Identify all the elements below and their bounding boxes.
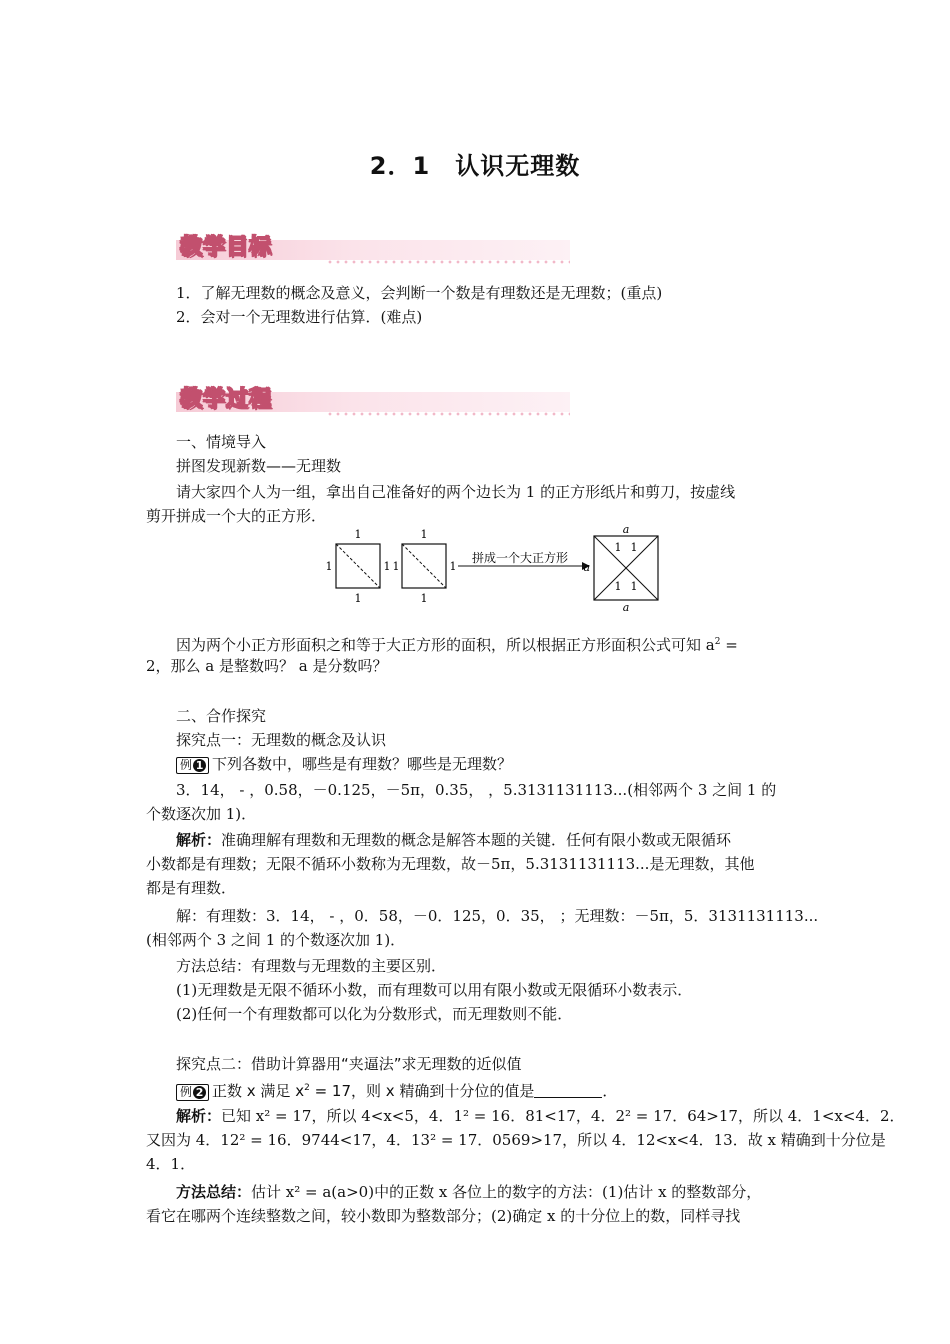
page-title: 2．1 认识无理数 bbox=[369, 152, 581, 180]
label-one: 1 bbox=[325, 560, 333, 573]
analysis-label: 解析： bbox=[176, 831, 222, 849]
analysis-2-line-2: 又因为 4．12² = 16．9744<17，4．13² = 17．0569>17，所以 4．12<x<4．13．故 x 精确到十分位是 bbox=[146, 1131, 886, 1149]
paragraph-2-cont: 2，那么 a 是整数吗？ a 是分数吗？ bbox=[146, 657, 388, 675]
banner-label: 教学过程 bbox=[180, 387, 273, 412]
label-one: 1 bbox=[630, 541, 638, 554]
example-2-question bbox=[146, 1076, 840, 1103]
example-2-text-a: 正数 x 满足 x bbox=[212, 1082, 305, 1100]
exploration-point-2: 探究点二：借助计算器用“夹逼法”求无理数的近似值 bbox=[176, 1055, 522, 1073]
example-badge-label: 例 bbox=[180, 758, 193, 772]
label-one: 1 bbox=[383, 560, 391, 573]
example-1-numbers: 3．14， - ，0.58，－0.125，－5π，0.35， ，5.3131131113...(相邻两个 3 之间 1 的 bbox=[176, 781, 777, 799]
example-badge-number: 2 bbox=[193, 1086, 206, 1099]
example-badge bbox=[176, 757, 209, 774]
analysis-2-line-3: 4．1． bbox=[146, 1155, 196, 1173]
label-one: 1 bbox=[420, 528, 428, 541]
label-one: 1 bbox=[354, 592, 362, 605]
dashed-diagonal-2 bbox=[402, 544, 446, 588]
example-1-question bbox=[146, 752, 840, 776]
superscript-2: 2 bbox=[304, 1083, 310, 1093]
section-banner-process bbox=[176, 380, 570, 422]
label-a: a bbox=[583, 561, 590, 574]
section-heading-1: 一、情境导入 bbox=[176, 433, 267, 451]
paragraph-2-text: 因为两个小正方形面积之和等于大正方形的面积，所以根据正方形面积公式可知 a bbox=[176, 636, 715, 654]
method-summary-1-item-1: (1)无理数是无限不循环小数，而有理数可以用有限小数或无限循环小数表示． bbox=[176, 981, 693, 999]
subheading-puzzle: 拼图发现新数——无理数 bbox=[176, 457, 342, 475]
analysis-1-text: 准确理解有理数和无理数的概念是解答本题的关键．任何有限小数或无限循环 bbox=[221, 831, 732, 849]
example-1-text: 下列各数中，哪些是有理数？哪些是无理数？ bbox=[212, 755, 513, 773]
answer-label: 解： bbox=[176, 907, 207, 925]
goal-2: 2．会对一个无理数进行估算．(难点) bbox=[176, 308, 423, 326]
answer-blank bbox=[534, 1083, 602, 1098]
label-one: 1 bbox=[614, 541, 622, 554]
method-summary-2-line-1 bbox=[146, 1180, 840, 1204]
label-a: a bbox=[622, 524, 630, 536]
banner-label: 教学目标 bbox=[180, 235, 273, 260]
example-2-text-c: ． bbox=[602, 1082, 618, 1100]
paragraph-1: 请大家四个人为一组，拿出自己准备好的两个边长为 1 的正方形纸片和剪刀，按虚线 bbox=[176, 483, 736, 501]
analysis-1-line-2: 小数都是有理数；无限不循环小数称为无理数，故－5π，5.3131131113...是无理数，其他 bbox=[146, 855, 755, 873]
label-one: 1 bbox=[392, 560, 400, 573]
example-badge bbox=[176, 1084, 209, 1101]
answer-1-line-2: (相邻两个 3 之间 1 的个数逐次加 1)． bbox=[146, 931, 406, 949]
section-heading-2: 二、合作探究 bbox=[176, 707, 267, 725]
analysis-2-line-1 bbox=[146, 1104, 905, 1128]
analysis-2-text: 已知 x² = 17，所以 4<x<5，4．1² = 16．81<17，4．2² = 17．64>17，所以 4．1<x<4．2． bbox=[221, 1107, 905, 1125]
method-summary-1 bbox=[146, 954, 840, 978]
example-badge-label: 例 bbox=[180, 1085, 193, 1099]
method-summary-2-text: 估计 x² = a(a>0)中的正数 x 各位上的数字的方法：(1)估计 x 的整数部分， bbox=[251, 1183, 762, 1201]
superscript-2: 2 bbox=[714, 637, 721, 647]
label-one: 1 bbox=[614, 580, 622, 593]
section-banner-goals bbox=[176, 228, 570, 270]
banner-dots bbox=[326, 410, 570, 418]
goal-1: 1．了解无理数的概念及意义，会判断一个数是有理数还是无理数；(重点) bbox=[176, 284, 663, 302]
label-a: a bbox=[622, 601, 630, 612]
method-summary-2-line-2: 看它在哪两个连续整数之间，较小数即为整数部分；(2)确定 x 的十分位上的数，同样寻找 bbox=[146, 1207, 741, 1225]
analysis-1-line-3: 都是有理数． bbox=[146, 879, 237, 897]
answer-1-line-1 bbox=[146, 904, 840, 928]
example-2-text-b: = 17，则 x 精确到十分位的值是 bbox=[309, 1082, 535, 1100]
example-1-numbers-cont: 个数逐次加 1)． bbox=[146, 805, 257, 823]
answer-1-text: 有理数：3．14， - ，0．58，－0．125，0．35， ；无理数：－5π，5．3131131113... bbox=[206, 907, 819, 925]
label-one: 1 bbox=[354, 528, 362, 541]
analysis-1-line-1 bbox=[146, 828, 840, 852]
method-summary-1-item-2: (2)任何一个有理数都可以化为分数形式，而无理数则不能． bbox=[176, 1005, 573, 1023]
exploration-point-1: 探究点一：无理数的概念及认识 bbox=[176, 731, 387, 749]
paragraph-2-end: = bbox=[720, 636, 738, 654]
label-one: 1 bbox=[449, 560, 457, 573]
paragraph-1-cont: 剪开拼成一个大的正方形． bbox=[146, 507, 327, 525]
banner-dots bbox=[326, 258, 570, 266]
analysis-label: 解析： bbox=[176, 1107, 222, 1125]
paragraph-2 bbox=[146, 630, 840, 657]
method-summary-label: 方法总结： bbox=[176, 957, 252, 975]
example-badge-number: 1 bbox=[193, 759, 206, 772]
method-summary-1-text: 有理数与无理数的主要区别． bbox=[251, 957, 447, 975]
arrow-caption: 拼成一个大正方形 bbox=[471, 551, 569, 565]
puzzle-figure bbox=[320, 524, 660, 612]
dashed-diagonal-1 bbox=[336, 544, 380, 588]
label-one: 1 bbox=[630, 580, 638, 593]
label-one: 1 bbox=[420, 592, 428, 605]
method-summary-label: 方法总结： bbox=[176, 1183, 252, 1201]
